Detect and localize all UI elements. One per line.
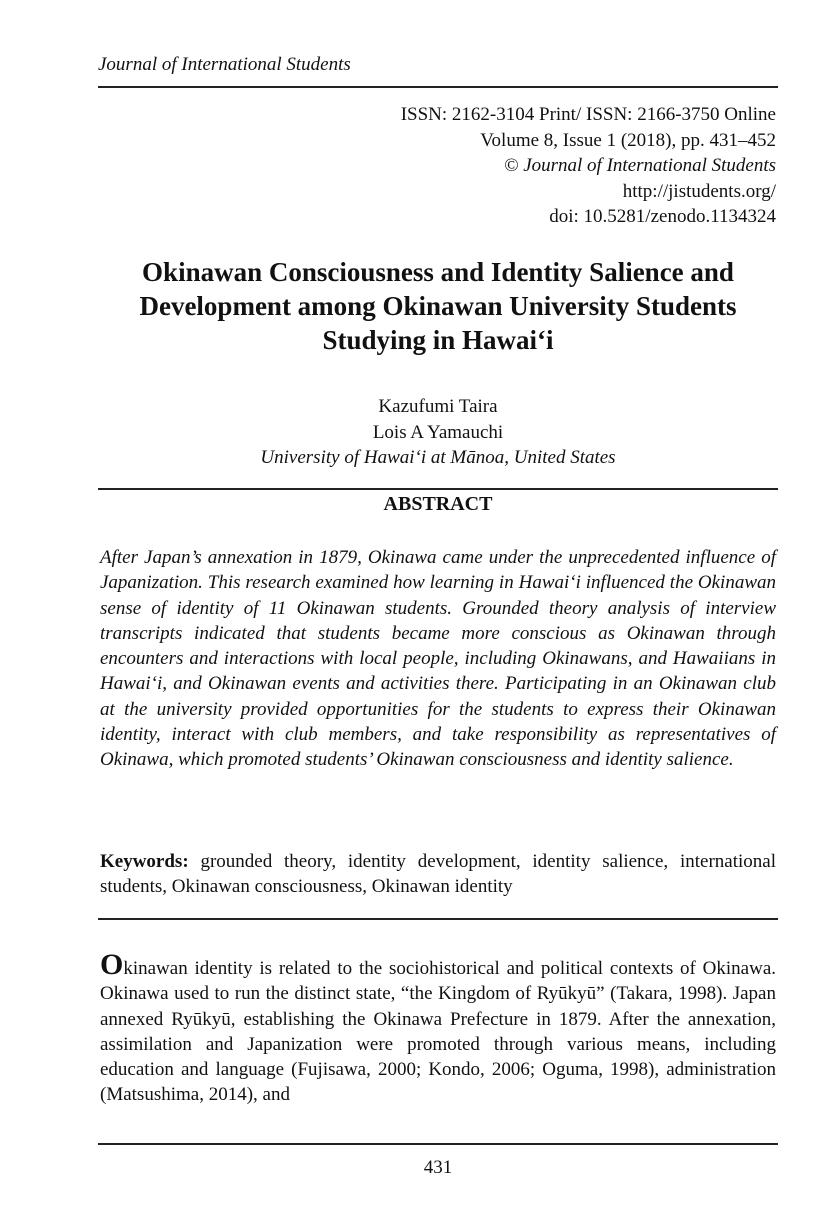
keywords-label: Keywords:: [100, 851, 189, 872]
abstract-text: After Japan’s annexation in 1879, Okinawa came under the unprecedented influence of Japanization. This research examined how learning in Hawai‘i influenced the Okinawan sense of identity of 11 Okinawan students. Grounded theory analysis of interview transcripts indicated that students became more conscious as Okinawan through encounters and interactions with local people, including Okinawans, and Hawaiians in Hawai‘i, and Okinawan events and activities there. Participating in an Okinawan club at the university provided opportunities for the students to express their Okinawan identity, interact with club members, and take responsibility as representatives of Okinawa, which promoted students’ Okinawan consciousness and identity salience.: [100, 547, 776, 771]
keywords-paragraph: [100, 849, 776, 900]
abstract-bottom-rule: [98, 918, 778, 920]
abstract-top-rule: [98, 488, 778, 490]
title-line: Okinawan Consciousness and Identity Salience and: [142, 257, 734, 287]
volume-line: Volume 8, Issue 1 (2018), pp. 431–452: [480, 129, 776, 151]
title-line: Development among Okinawan University Students: [139, 291, 737, 321]
author-name: Lois A Yamauchi: [372, 421, 504, 443]
journal-running-head: Journal of International Students: [98, 54, 351, 75]
footer-rule: [98, 1143, 778, 1145]
header-rule: [98, 86, 778, 88]
body-text: kinawan identity is related to the sociohistorical and political contexts of Okinawa. Okinawa used to run the distinct state, “the Kingdom of Ryūkyū” (Takara, 1998). Japan annexed Ryūkyū, establishing the Okinawa Prefecture in 1879. After the annexation, assimilation and Japanization were promoted through various means, including education and language (Fujisawa, 2000; Kondo, 2006; Oguma, 1998), administration (Matsushima, 2014), and: [100, 958, 776, 1106]
journal-url-link[interactable]: http://jistudents.org/: [622, 180, 776, 202]
keywords-list: grounded theory, identity development, identity salience, international students, Okinawan consciousness, Okinawan identity: [100, 851, 776, 898]
publication-info: [401, 102, 776, 230]
drop-cap-letter: O: [100, 948, 124, 981]
author-affiliation: University of Hawai‘i at Mānoa, United States: [260, 447, 616, 468]
copyright-line: © Journal of International Students: [504, 155, 776, 176]
page-number: 431: [423, 1157, 453, 1178]
issn-line: ISSN: 2162-3104 Print/ ISSN: 2166-3750 Online: [400, 104, 776, 125]
author-block: [98, 394, 778, 471]
author-name: Kazufumi Taira: [378, 396, 498, 417]
body-paragraph: [100, 948, 776, 1108]
abstract-heading: ABSTRACT: [383, 493, 493, 515]
title-line: Studying in Hawai‘i: [322, 325, 554, 355]
article-title: [98, 255, 778, 357]
doi-link[interactable]: doi: 10.5281/zenodo.1134324: [549, 206, 776, 227]
